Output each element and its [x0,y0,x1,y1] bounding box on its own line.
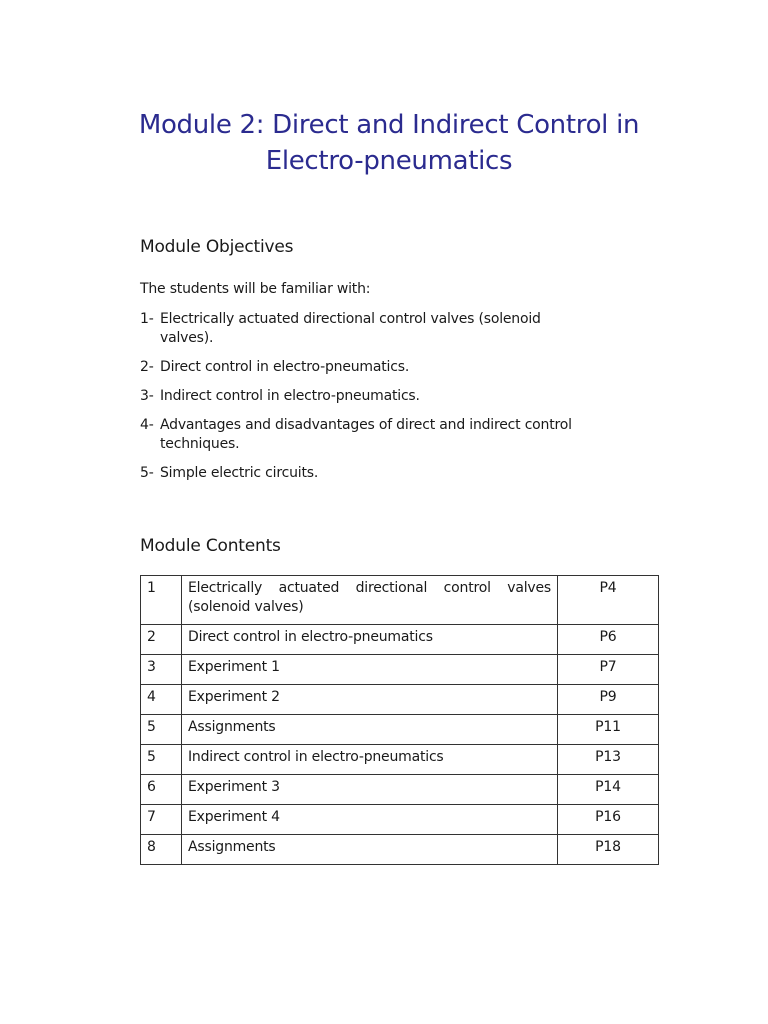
row-page: P13 [558,745,659,775]
row-page: P7 [558,655,659,685]
objective-item [140,416,580,454]
objective-text: Simple electric circuits. [160,465,319,481]
row-page: P18 [558,835,659,865]
row-number: 5 [141,745,182,775]
objective-item [140,387,580,406]
objective-text: Advantages and disadvantages of direct and indirect control techniques. [160,417,572,452]
objective-number: 5- [140,465,154,481]
objective-text: Indirect control in electro-pneumatics. [160,388,420,404]
row-number: 4 [141,685,182,715]
objective-item [140,310,580,348]
contents-heading: Module Contents [140,536,281,556]
row-topic: Direct control in electro-pneumatics [182,625,558,655]
table-row [141,685,659,715]
row-topic: Assignments [182,715,558,745]
table-row [141,775,659,805]
module-title-line-1: Module 2: Direct and Indirect Control in [138,110,640,140]
row-topic: Experiment 1 [182,655,558,685]
objectives-intro: The students will be familiar with: [140,281,371,297]
row-topic: Assignments [182,835,558,865]
row-number: 3 [141,655,182,685]
row-number: 5 [141,715,182,745]
module-title-line-2: Electro-pneumatics [265,146,513,176]
table-row [141,625,659,655]
row-page: P14 [558,775,659,805]
table-row [141,715,659,745]
table-row [141,835,659,865]
row-page: P4 [558,576,659,625]
row-topic: Experiment 4 [182,805,558,835]
row-topic: Electrically actuated directional control valves (solenoid valves) [182,576,558,625]
objectives-heading: Module Objectives [140,237,294,257]
contents-table [140,575,659,865]
row-page: P6 [558,625,659,655]
row-page: P16 [558,805,659,835]
objective-text: Direct control in electro-pneumatics. [160,359,410,375]
objective-number: 1- [140,311,154,327]
table-row [141,805,659,835]
objective-item [140,358,580,377]
module-title [100,107,678,179]
objective-text: Electrically actuated directional control valves (solenoid valves). [160,311,541,346]
row-number: 8 [141,835,182,865]
row-topic: Indirect control in electro-pneumatics [182,745,558,775]
row-number: 6 [141,775,182,805]
table-row [141,745,659,775]
row-page: P9 [558,685,659,715]
table-row [141,655,659,685]
objective-item [140,464,580,483]
table-row [141,576,659,625]
row-topic: Experiment 3 [182,775,558,805]
objectives-list [140,310,580,493]
row-number: 1 [141,576,182,625]
objective-number: 2- [140,359,154,375]
row-number: 2 [141,625,182,655]
row-number: 7 [141,805,182,835]
objective-number: 3- [140,388,154,404]
objective-number: 4- [140,417,154,433]
row-page: P11 [558,715,659,745]
row-topic: Experiment 2 [182,685,558,715]
